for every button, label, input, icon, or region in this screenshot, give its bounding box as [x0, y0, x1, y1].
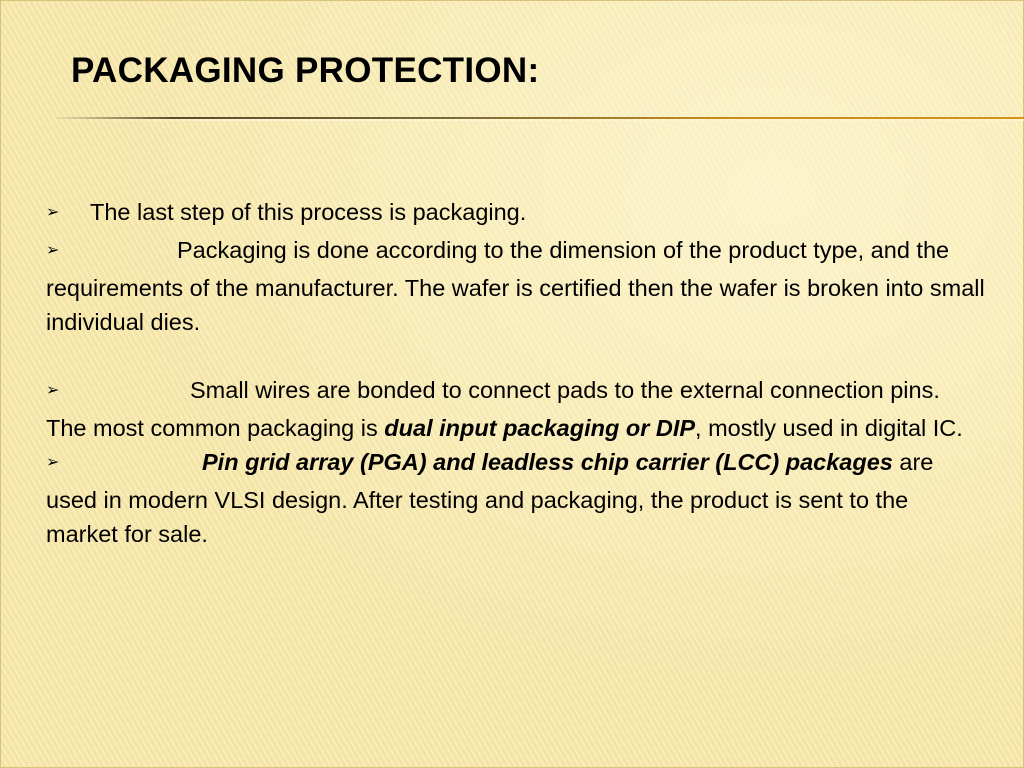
arrow-bullet-icon: ➢ — [46, 454, 60, 471]
arrow-bullet-icon: ➢ — [46, 382, 60, 399]
bullet-4-emphasis: Pin grid array (PGA) and leadless chip carrier (LCC) packages — [202, 449, 893, 475]
title-underline-highlight — [57, 119, 1024, 121]
bullet-2-text: Packaging is done according to the dimension of the product type, and the requirements of the manufacturer. The wafer is certified then the wafer is broken into small individual dies. — [46, 237, 985, 335]
bullet-4-text-after: are used in modern VLSI design. After testing and packaging, the product is sent to the market for sale. — [46, 449, 934, 547]
bullet-3-text-after: , mostly used in digital IC. — [695, 415, 963, 441]
arrow-bullet-icon: ➢ — [46, 242, 60, 259]
bullet-1-text: The last step of this process is packaging. — [90, 199, 527, 225]
bullet-item-3 — [46, 373, 986, 445]
bullet-item-4 — [46, 445, 986, 551]
slide-body — [46, 195, 986, 551]
bullet-3-emphasis: dual input packaging or DIP — [384, 415, 696, 441]
bullet-item-2 — [46, 233, 986, 339]
paragraph-spacer — [46, 339, 986, 373]
title-underline-rule — [57, 117, 1024, 121]
slide-title: PACKAGING PROTECTION: — [71, 51, 540, 90]
bullet-3-text-before: Small wires are bonded to connect pads to the external connection pins. The most common packaging is — [46, 377, 940, 441]
bullet-item-1 — [46, 195, 986, 233]
arrow-bullet-icon: ➢ — [46, 204, 60, 221]
